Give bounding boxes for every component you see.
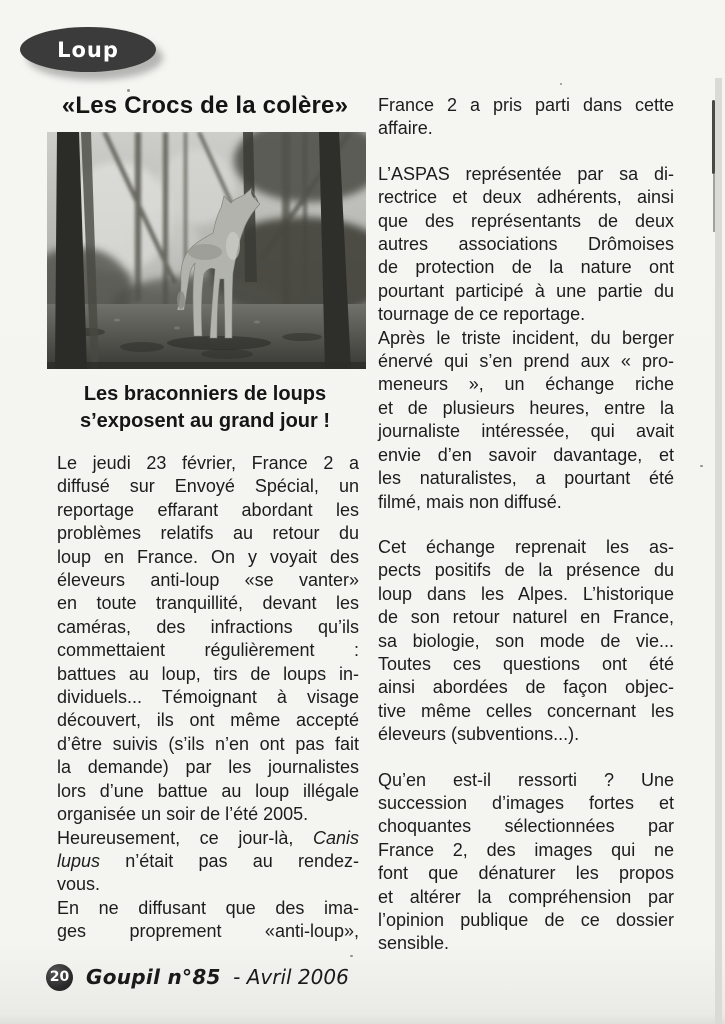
text-line: et altérer la compréhension par: [378, 886, 674, 907]
text-line: sensible.: [378, 933, 450, 954]
journal-issue: Goupil n°85: [86, 965, 221, 989]
text-line: caméras, des infractions qu’ils: [57, 616, 359, 637]
text-line: succession d’images fortes et: [378, 792, 674, 813]
text-line: éleveurs (subventions...).: [378, 724, 580, 745]
text-line: choquantes sélectionnées par: [378, 816, 674, 837]
text-line: lors d’une battue au loup illégale: [57, 780, 359, 801]
text-line: pourtant participé à une partie du: [378, 280, 674, 301]
text-line: tive même celles concernant les: [378, 700, 674, 721]
text-line: loup dans les Alpes. L’historique: [378, 583, 674, 604]
text-line: que des représentants de deux: [378, 210, 674, 231]
text-line: de protection de la nature ont: [378, 257, 674, 278]
scan-speck: [350, 955, 353, 957]
text-line: En ne diffusant que des ima-: [57, 897, 359, 918]
subtitle-line-2: s’exposent au grand jour !: [79, 410, 331, 432]
text-line: les naturalistes, a pourtant été: [378, 468, 674, 489]
scan-edge-mark: [712, 100, 715, 174]
text-line: reportage effarant abordant les: [57, 499, 359, 520]
text-line: envie d’en savoir davantage, et: [378, 444, 674, 465]
subtitle-line-1: Les braconniers de loups: [83, 383, 327, 405]
right-text-column: [378, 94, 674, 956]
article-title: «Les Crocs de la colère»: [61, 92, 349, 119]
text-line: pects positifs de la présence du: [378, 560, 674, 581]
scan-speck: [700, 465, 703, 467]
scan-speck: [560, 83, 562, 85]
wolf-photo-image: [47, 132, 366, 369]
journal-date: - Avril 2006: [233, 965, 349, 989]
wolf-photo: [47, 132, 366, 369]
paragraph: [57, 897, 359, 944]
text-line: organisée un soir de l’été 2005.: [57, 804, 309, 825]
scan-edge-mark-faint: [713, 174, 715, 232]
text-line: en toute tranquillité, devant les: [57, 593, 359, 614]
text-line: diffusé sur Envoyé Spécial, un: [57, 476, 359, 497]
scan-edge-shadow: [715, 78, 722, 1024]
text-line: rectrice et deux adhérents, ainsi: [378, 187, 674, 208]
left-text-column: [57, 452, 359, 944]
text-line: Heureusement, ce jour-là, Canis: [57, 827, 359, 848]
paragraph: [378, 94, 674, 141]
section-tab-loup: [20, 27, 156, 72]
text-line: Toutes ces questions ont été: [378, 653, 674, 674]
text-line: Cet échange reprenait les as-: [378, 536, 674, 557]
scan-speck: [127, 89, 130, 92]
text-line: ainsi abordées de façon objec-: [378, 677, 674, 698]
text-line: Après le triste incident, du berger: [378, 327, 674, 348]
section-tab-label: Loup: [57, 37, 119, 62]
text-line: ges proprement «anti-loup»,: [57, 921, 359, 942]
text-line: battues au loup, tirs de loups in-: [57, 663, 359, 684]
text-line: éleveurs anti-loup «se vanter»: [57, 570, 359, 591]
text-line: filmé, mais non diffusé.: [378, 491, 562, 512]
text-line: sa biologie, son mode de vie...: [378, 630, 674, 651]
text-line: et de plusieurs heures, entre la: [378, 397, 674, 418]
text-line: loup en France. On y voyait des: [57, 546, 359, 567]
text-line: vous.: [57, 874, 101, 895]
text-line: commettaient régulièrement :: [57, 640, 359, 661]
text-line: meneurs », un échange riche: [378, 374, 674, 395]
text-line: dividuels... Témoignant à visage: [57, 687, 359, 708]
paragraph: [378, 536, 674, 747]
text-line: la demande) par les journalistes: [57, 757, 359, 778]
text-line: lupus n’était pas au rendez-: [57, 850, 359, 871]
paragraph: [57, 452, 359, 827]
text-line: découvert, ils ont même accepté: [57, 710, 359, 731]
text-line: France 2, des images qui ne: [378, 839, 674, 860]
text-line: affaire.: [378, 118, 433, 139]
text-line: problèmes relatifs au retour du: [57, 523, 359, 544]
text-line: Qu’en est-il ressorti ? Une: [378, 769, 674, 790]
text-line: autres associations Drômoises: [378, 234, 674, 255]
paragraph: [378, 327, 674, 514]
text-line: l’opinion publique de ce dossier: [378, 910, 674, 930]
paragraph: [378, 769, 674, 956]
text-line: tournage de ce reportage.: [378, 304, 586, 325]
text-line: L’ASPAS représentée par sa di-: [378, 163, 674, 184]
page-footer: [46, 962, 349, 992]
text-line: France 2 a pris parti dans cette: [378, 95, 674, 115]
text-line: énervé qui s’en prend aux « pro-: [378, 351, 674, 372]
text-line: de son retour naturel en France,: [378, 607, 674, 628]
paragraph: [378, 163, 674, 327]
article-subtitle: [50, 381, 360, 435]
paragraph: [57, 827, 359, 897]
text-line: d’être suivis (s’ils n’en ont pas fait: [57, 733, 359, 754]
text-line: font que dénaturer les propos: [378, 863, 674, 884]
page-number-badge: 20: [46, 964, 73, 991]
text-line: journaliste intéressée, qui avait: [378, 421, 674, 442]
text-line: Le jeudi 23 février, France 2 a: [57, 453, 359, 473]
journal-line: [86, 965, 349, 989]
